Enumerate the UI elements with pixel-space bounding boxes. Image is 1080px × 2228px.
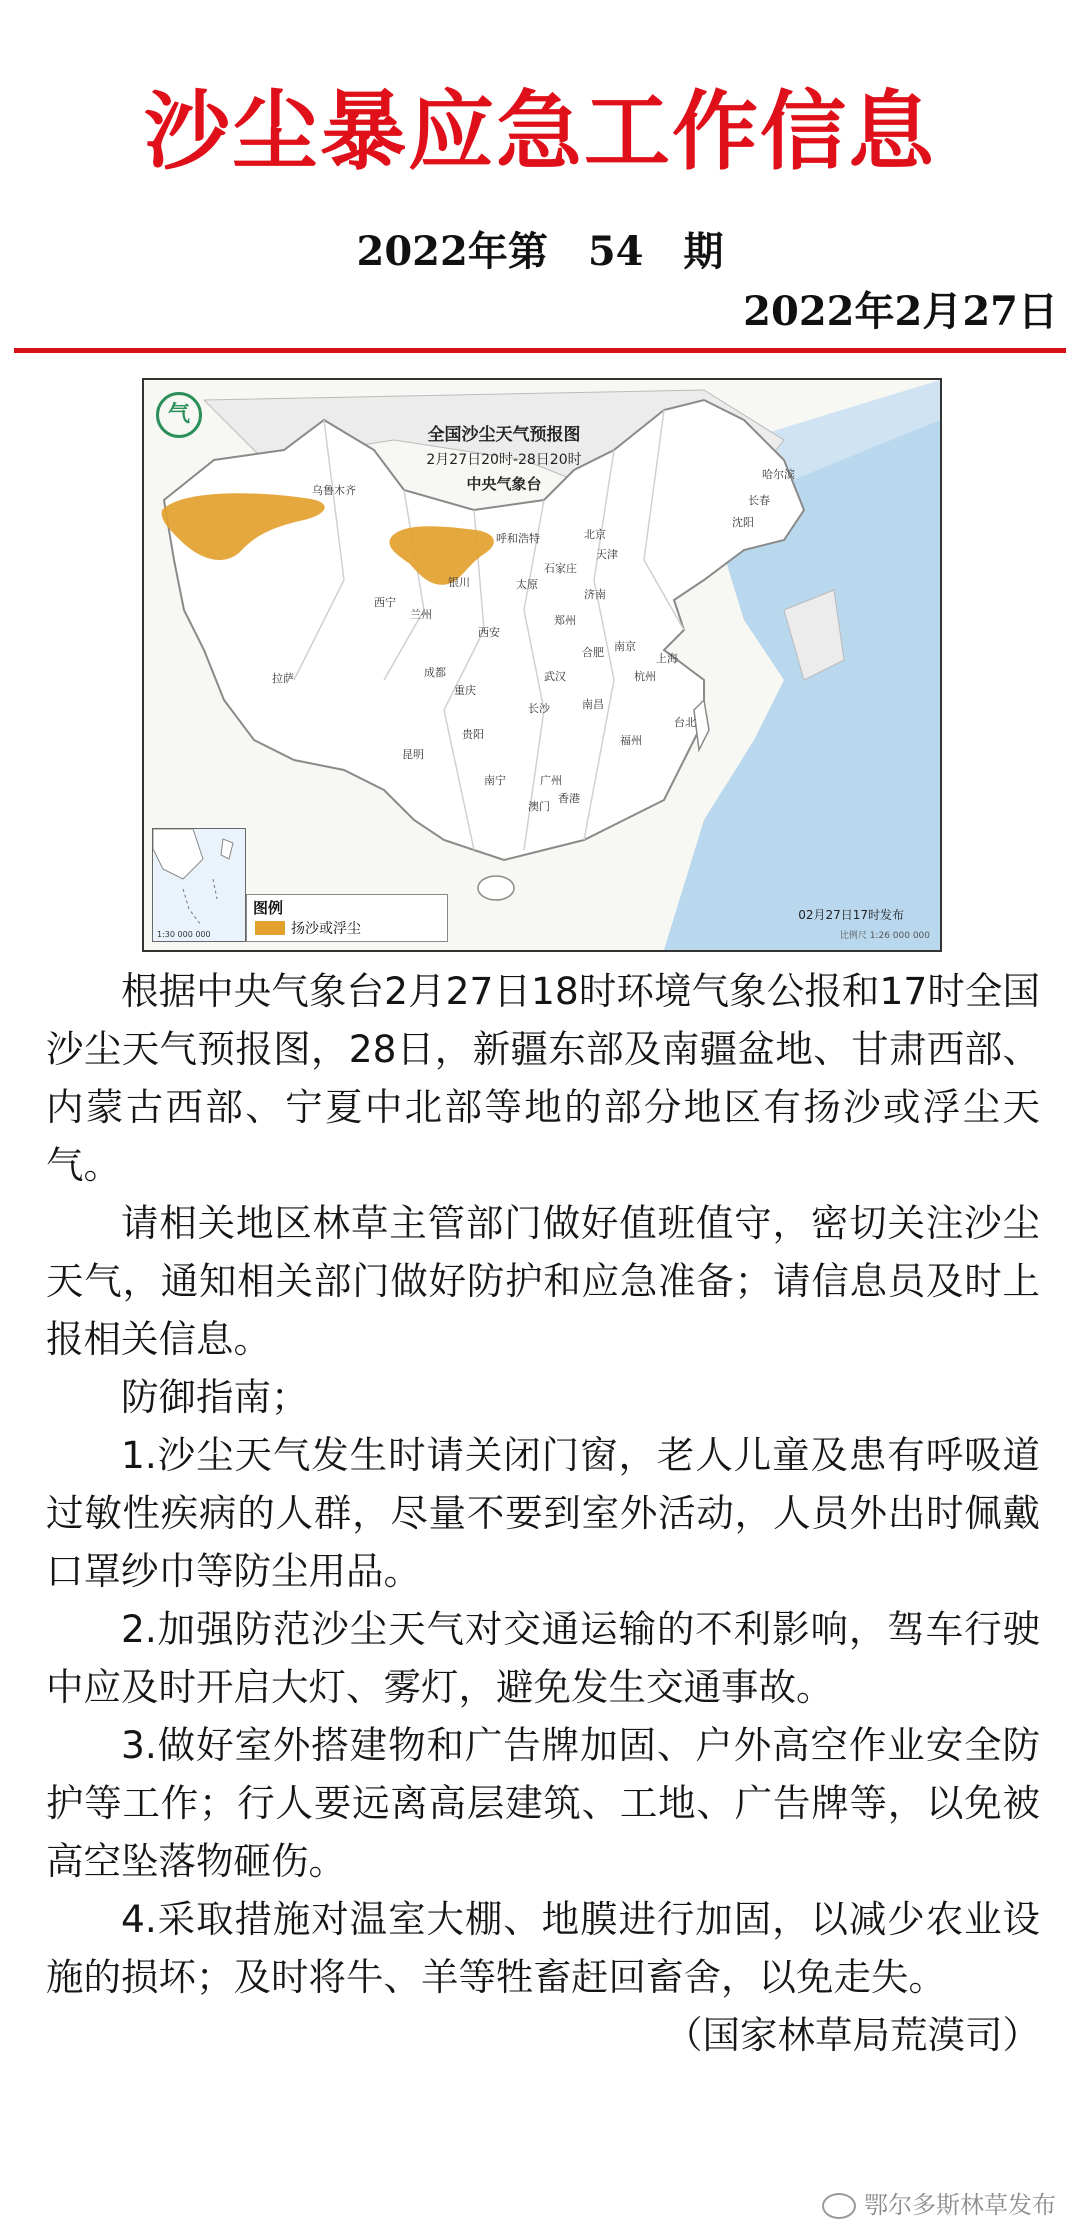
- legend-title: 图例: [253, 899, 284, 917]
- city-label: 济南: [584, 588, 606, 601]
- paragraph-forecast: 根据中央气象台2月27日18时环境气象公报和17时全国沙尘天气预报图，28日，新疆东部及南疆盆地、甘肃西部、内蒙古西部、宁夏中北部等地的部分地区有扬沙或浮尘天气。: [46, 969, 1040, 1187]
- paragraph-request: 请相关地区林草主管部门做好值班值守，密切关注沙尘天气，通知相关部门做好防护和应急准备；请信息员及时上报相关信息。: [46, 1201, 1040, 1361]
- city-label: 太原: [516, 578, 538, 591]
- guide-item-2: 2.加强防范沙尘天气对交通运输的不利影响，驾车行驶中应及时开启大灯、雾灯，避免发生交通事故。: [46, 1607, 1040, 1709]
- issue-date: 2022年2月27日: [743, 288, 1058, 335]
- header-divider: [14, 348, 1066, 353]
- city-label: 石家庄: [544, 562, 577, 575]
- city-label: 天津: [596, 548, 618, 561]
- guide-item-3: 3.做好室外搭建物和广告牌加固、户外高空作业安全防护等工作；行人要远离高层建筑、工地、广告牌等，以免被高空坠落物砸伤。: [46, 1723, 1040, 1883]
- city-label: 台北: [674, 716, 696, 729]
- map-legend: [246, 894, 448, 942]
- guide-item-4: 4.采取措施对温室大棚、地膜进行加固，以减少农业设施的损坏；及时将牛、羊等牲畜赶回畜舍，以免走失。: [46, 1897, 1040, 1999]
- city-label: 香港: [558, 792, 580, 805]
- city-label: 杭州: [634, 670, 656, 683]
- city-label: 西安: [478, 626, 500, 639]
- inset-drawing: [153, 829, 245, 941]
- city-label: 南昌: [582, 698, 604, 711]
- city-label: 贵阳: [462, 728, 484, 741]
- wechat-icon: [822, 2193, 856, 2219]
- city-label: 兰州: [410, 608, 432, 621]
- map-scale: 比例尺 1:26 000 000: [839, 931, 930, 941]
- dust-forecast-map: [142, 378, 942, 952]
- watermark-text: 鄂尔多斯林草发布: [864, 2191, 1056, 2219]
- map-title: 全国沙尘天气预报图: [427, 425, 581, 445]
- city-label: 郑州: [554, 614, 576, 627]
- legend-label-dust: 扬沙或浮尘: [291, 921, 361, 937]
- guide-item-1: 1.沙尘天气发生时请关闭门窗，老人儿童及患有呼吸道过敏性疾病的人群，尽量不要到室外活动，人员外出时佩戴口罩纱巾等防尘用品。: [46, 1433, 1040, 1593]
- city-label: 重庆: [454, 684, 476, 697]
- city-label: 合肥: [582, 646, 604, 659]
- city-label: 昆明: [402, 748, 424, 761]
- city-label: 澳门: [528, 800, 550, 813]
- city-label: 长沙: [528, 702, 550, 715]
- city-label: 呼和浩特: [496, 532, 540, 545]
- guide-heading: 防御指南；: [121, 1375, 309, 1419]
- city-label: 长春: [748, 494, 770, 507]
- inset-scale: 1:30 000 000: [157, 930, 211, 939]
- city-label: 银川: [448, 576, 470, 589]
- city-label: 福州: [620, 734, 642, 747]
- notice-body: [46, 962, 1040, 2064]
- city-label: 沈阳: [732, 516, 754, 529]
- city-label: 拉萨: [272, 672, 294, 685]
- legend-swatch-dust: [255, 921, 285, 935]
- city-label: 上海: [656, 652, 678, 665]
- city-label: 西宁: [374, 596, 396, 609]
- city-label: 北京: [584, 528, 606, 541]
- cma-logo-icon: 气: [156, 392, 202, 438]
- city-label: 武汉: [544, 670, 566, 683]
- map-publish-time: 02月27日17时发布: [798, 908, 904, 922]
- map-period: 2月27日20时-28日20时: [426, 452, 582, 468]
- map-title-block: [384, 420, 624, 494]
- city-label: 成都: [424, 666, 446, 679]
- south-china-sea-inset: [152, 828, 246, 942]
- city-label: 乌鲁木齐: [312, 484, 356, 497]
- map-source: 中央气象台: [466, 475, 542, 493]
- city-label: 南京: [614, 640, 636, 653]
- document-title: 沙尘暴应急工作信息: [144, 82, 936, 182]
- signature: （国家林草局荒漠司）: [665, 2013, 1040, 2057]
- account-watermark: [822, 2185, 1056, 2220]
- city-label: 南宁: [484, 774, 506, 787]
- city-label: 广州: [540, 774, 562, 787]
- city-label: 哈尔滨: [762, 468, 795, 481]
- issue-number: 2022年第 54 期: [356, 228, 724, 275]
